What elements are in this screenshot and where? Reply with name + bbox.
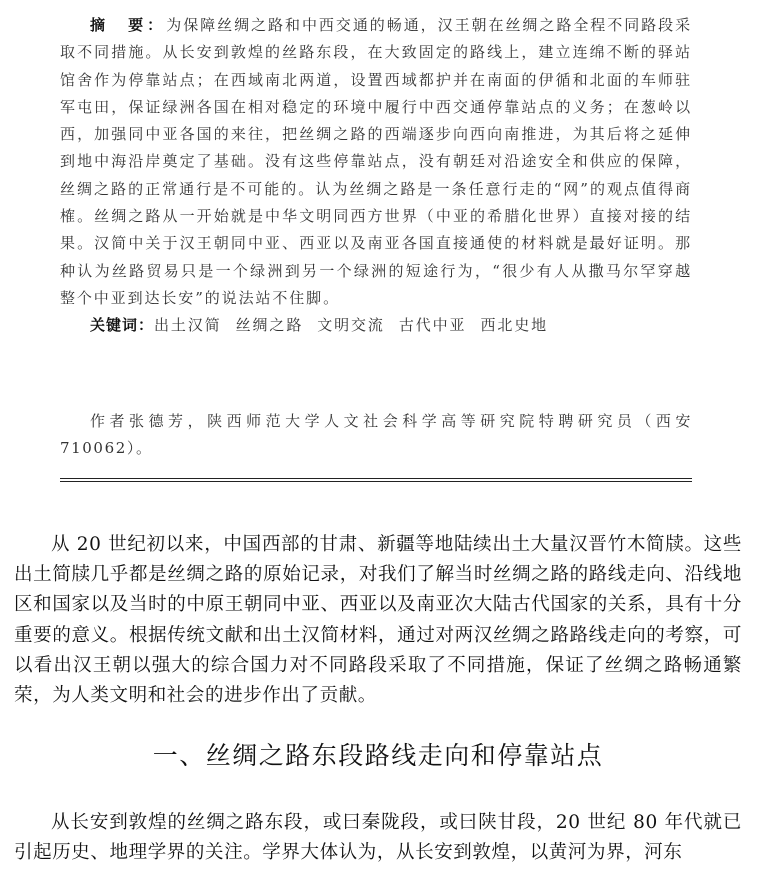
- keyword-item: 出土汉简: [154, 316, 222, 335]
- keyword-item: 文明交流: [317, 316, 385, 335]
- keyword-item: 古代中亚: [398, 316, 467, 335]
- intro-paragraph: 从 20 世纪初以来，中国西部的甘肃、新疆等地陆续出土大量汉晋竹木简牍。这些出土简牍几乎都是丝绸之路的原始记录，对我们了解当时丝绸之路的路线走向、沿线地区和国家以及当时的中原王朝同中亚、西亚以及南亚次大陆古代国家的关系，具有十分重要的意义。根据传统文献和出土汉简材料，通过对两汉丝绸之路路线走向的考察，可以看出汉王朝以强大的综合国力对不同路段采取了不同措施，保证了丝绸之路畅通繁荣，为人类文明和社会的进步作出了贡献。: [14, 534, 742, 707]
- abstract-paragraph: [60, 12, 692, 312]
- separator-rule: [60, 481, 692, 482]
- abstract-section: [60, 12, 692, 340]
- keywords-label: 关键词：: [90, 316, 155, 335]
- keyword-item: 丝绸之路: [235, 316, 304, 335]
- section-heading: 一、丝绸之路东段路线走向和停靠站点: [152, 741, 604, 770]
- abstract-label: 摘 要：: [90, 16, 167, 34]
- keywords-line: [60, 312, 692, 339]
- section-paragraph: 从长安到敦煌的丝绸之路东段，或曰秦陇段，或曰陕甘段，20 世纪 80 年代就已引起历史、地理学界的关注。学界大体认为，从长安到敦煌，以黄河为界，河东: [14, 812, 742, 864]
- abstract-text: 为保障丝绸之路和中西交通的畅通，汉王朝在丝绸之路全程不同路段采取不同措施。从长安到敦煌的丝路东段，在大致固定的路线上，建立连绵不断的驿站馆舍作为停靠站点；在西域南北两道，设置西域都护并在南面的伊循和北面的车师驻军屯田，保证绿洲各国在相对稳定的环境中履行中西交通停靠站点的义务；在葱岭以西，加强同中亚各国的来往，把丝绸之路的西端逐步向西向南推进，为其后将之延伸到地中海沿岸奠定了基础。没有这些停靠站点，没有朝廷对沿途安全和供应的保障，丝绸之路的正常通行是不可能的。认为丝绸之路是一条任意行走的“网”的观点值得商榷。丝绸之路从一开始就是中华文明同西方世界（中亚的希腊化世界）直接对接的结果。汉简中关于汉王朝同中亚、西亚以及南亚各国直接通使的材料就是最好证明。那种认为丝路贸易只是一个绿洲到另一个绿洲的短途行为，“很少有人从撒马尔罕穿越整个中亚到达长安”的说法站不住脚。: [60, 16, 692, 307]
- separator-rule: [60, 478, 692, 479]
- author-note: 作者张德芳，陕西师范大学人文社会科学高等研究院特聘研究员（西安 710062）。: [60, 412, 692, 457]
- keyword-item: 西北史地: [480, 316, 549, 335]
